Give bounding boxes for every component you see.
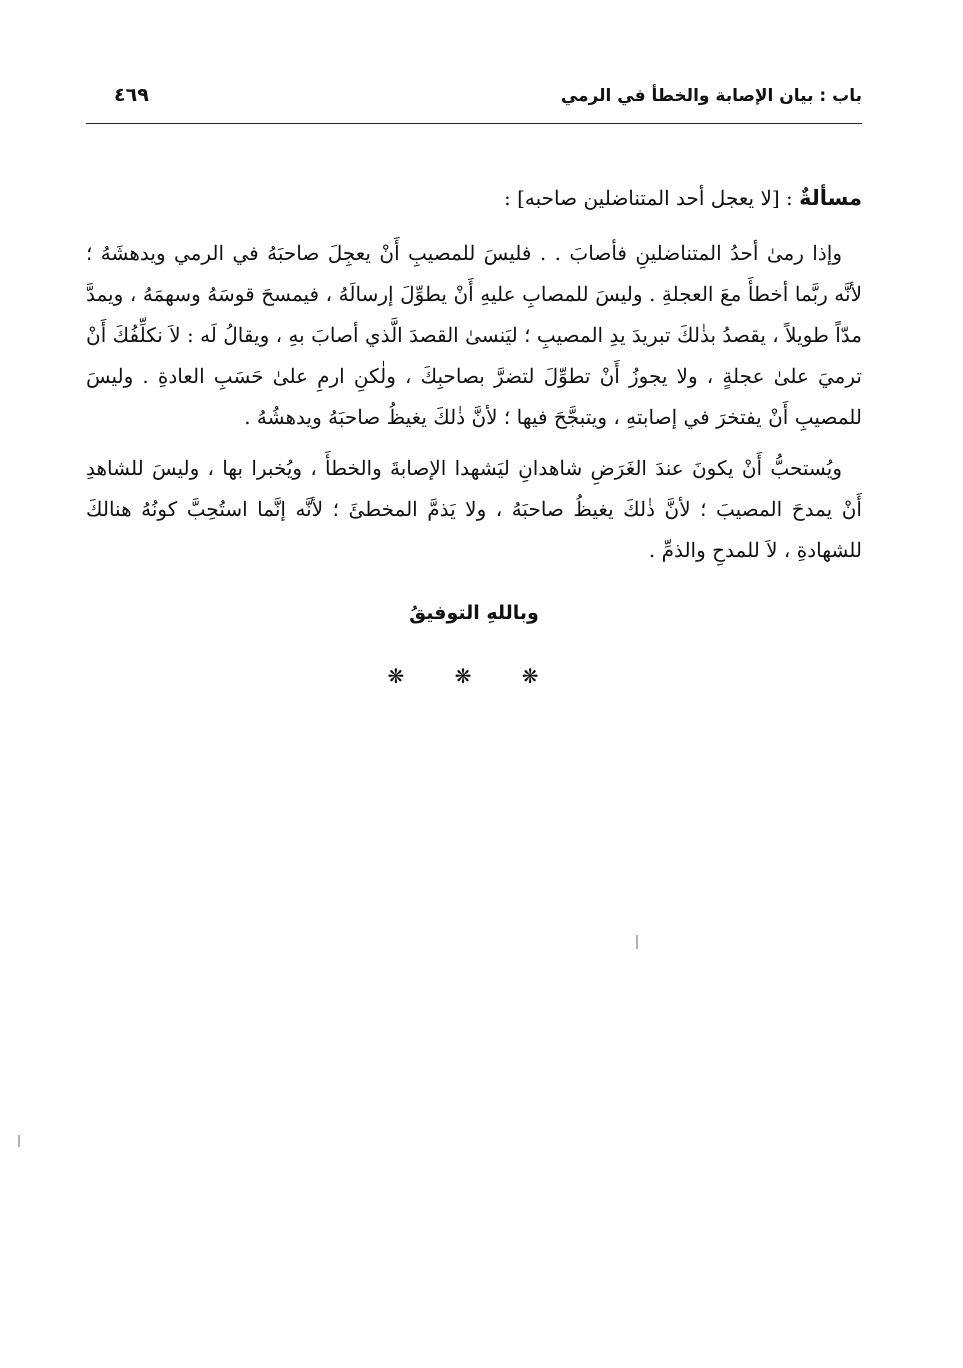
paragraph-2: ويُستحبُّ أَنْ يكونَ عندَ الغَرَضِ شاهدانِ ليَشهدا الإصابةَ والخطأَ ، ويُخبرا بها ، وليسَ للشاهدِ أَنْ يمدحَ المصيبَ ؛ لأنَّ ذٰلكَ يغيظُ صاحبَهُ ، ولا يَذمَّ المخطئَ ؛ لأنَّه إنَّما استُحِبَّ كونُهُ هنالكَ للشهادةِ ، لاَ للمدحِ والذمِّ . [86,456,862,562]
issue-title: [لا يعجل أحد المتناضلين صاحبه] : [503,186,780,210]
issue-heading [86,178,862,219]
scan-speck [18,1135,20,1147]
paragraph-1: وإذا رمىٰ أحدُ المتناضلينِ فأصابَ . . فليسَ للمصيبِ أَنْ يعجِلَ صاحبَهُ في الرمي ويدهشَهُ ؛ لأنَّه ربَّما أخطأَ معَ العجلةِ . وليسَ للمصابِ عليهِ أَنْ يطوِّلَ إرسالَهُ ، فيمسحَ قوسَهُ وسهمَهُ ، ويمدَّ مدّاً طويلاً ، يقصدُ بذٰلكَ تبريدَ يدِ المصيبِ ؛ ليَنسىٰ القصدَ الَّذي أصابَ بهِ ، ويقالُ لَه : لاَ نكلِّفُكَ أَنْ ترميَ علىٰ عجلةٍ ، ولا يجوزُ أَنْ تطوِّلَ لتضرَّ بصاحبِكَ ، ولٰكنِ ارمِ علىٰ حَسَبِ العادةِ . وليسَ للمصيبِ أَنْ يفتخرَ في إصابتهِ ، ويتبجَّحَ فيها ؛ لأنَّ ذٰلكَ يغيظُ صاحبَهُ ويدهشُهُ . [86,241,862,429]
page-number: ٤٦٩ [114,84,149,106]
section-end-ornament: ❋ ❋ ❋ [387,664,561,688]
issue-separator: : [779,186,800,210]
scan-speck [636,935,638,949]
closing-phrase: وباللهِ التوفيقُ [409,602,539,624]
main-text [86,178,862,697]
page-header [86,84,862,120]
issue-label: مسألةٌ [799,186,862,210]
running-title: باب : بيان الإصابة والخطأ في الرمي [560,86,862,106]
header-divider [86,123,862,124]
